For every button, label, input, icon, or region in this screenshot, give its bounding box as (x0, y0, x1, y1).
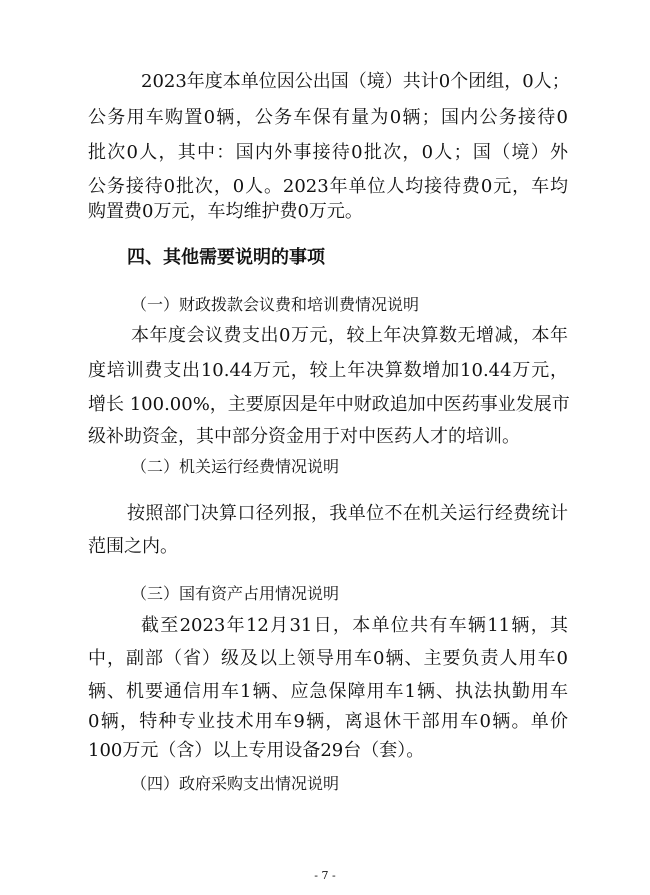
paragraph-line: 度培训费支出10.44万元，较上年决算数增加10.44万元， (88, 360, 568, 381)
subsection-title-state-assets: （三）国有资产占用情况说明 (131, 584, 340, 603)
paragraph-line: 公务接待0批次，0人。2023年单位人均接待费0元，车均 (88, 176, 568, 197)
paragraph-line: 增长 100.00%，主要原因是年中财政追加中医药事业发展市 (88, 394, 570, 415)
paragraph-line: 100万元（含）以上专用设备29台（套）。 (88, 740, 425, 761)
paragraph-line: 0辆，特种专业技术用车9辆，离退休干部用车0辆。单价 (88, 711, 568, 732)
paragraph-line: 按照部门决算口径列报，我单位不在机关运行经费统计 (127, 503, 568, 524)
subsection-title-meeting-training: （一）财政拨款会议费和培训费情况说明 (131, 295, 420, 314)
paragraph-line: 公务用车购置0辆，公务车保有量为0辆；国内公务接待0 (88, 107, 568, 128)
paragraph-line: 2023年度本单位因公出国（境）共计0个团组，0人； (141, 71, 570, 92)
paragraph-line: 购置费0万元，车均维护费0万元。 (88, 201, 363, 222)
paragraph-line: 级补助资金，其中部分资金用于对中医药人才的培训。 (88, 426, 520, 447)
paragraph-line: 批次0人，其中：国内外事接待0批次，0人；国（境）外 (88, 142, 568, 163)
subsection-title-procurement: （四）政府采购支出情况说明 (131, 774, 340, 793)
paragraph-line: 范围之内。 (88, 536, 178, 557)
paragraph-line: 本年度会议费支出0万元，较上年决算数无增减，本年 (131, 325, 568, 346)
subsection-title-operating-costs: （二）机关运行经费情况说明 (131, 457, 340, 476)
page-number: - 7 - (314, 869, 336, 882)
section-heading: 四、其他需要说明的事项 (127, 247, 325, 268)
paragraph-line: 辆、机要通信用车1辆、应急保障用车1辆、执法执勤用车 (88, 681, 568, 702)
paragraph-line: 中，副部（省）级及以上领导用车0辆、主要负责人用车0 (88, 648, 568, 669)
paragraph-line: 截至2023年12月31日，本单位共有车辆11辆，其 (141, 615, 568, 636)
